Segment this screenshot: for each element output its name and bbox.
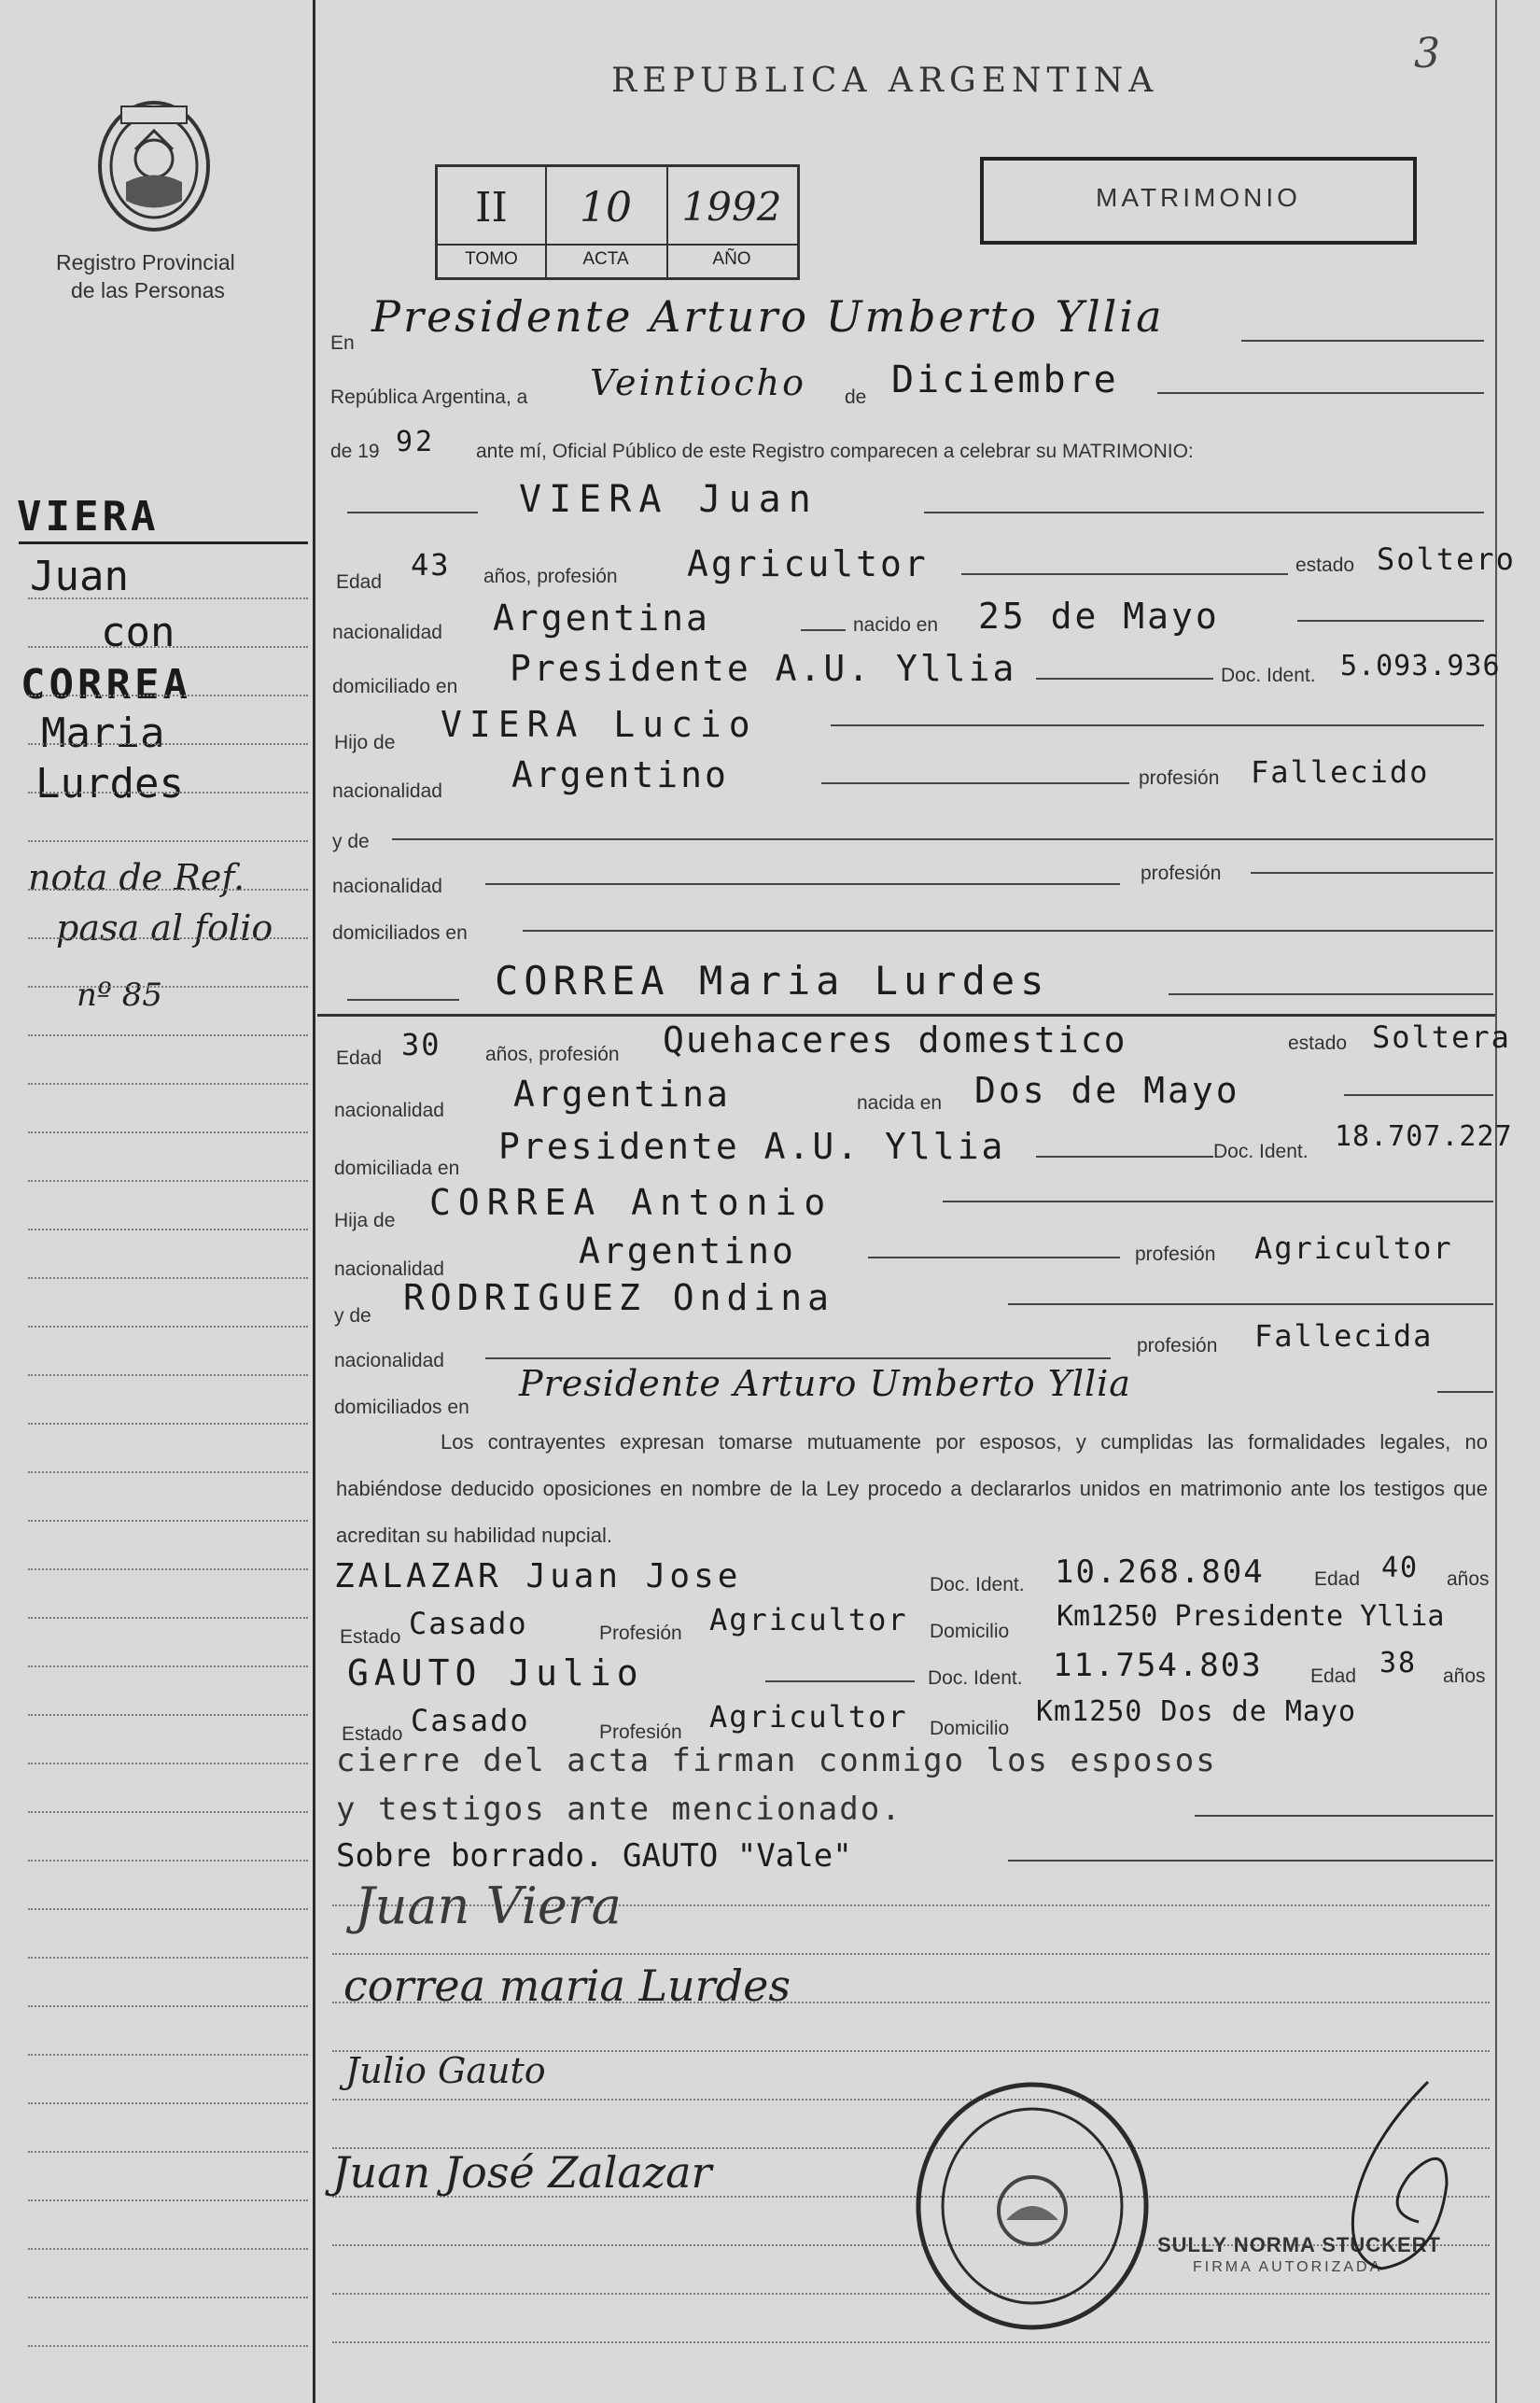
- margin-rule-line: [28, 1277, 308, 1279]
- label-hija-de: Hija de: [334, 1210, 396, 1231]
- bride-mother-prof: Fallecida: [1254, 1318, 1434, 1354]
- label-doc-ident-b: Doc. Ident.: [1213, 1141, 1309, 1162]
- bride-age: 30: [401, 1027, 441, 1062]
- margin-rule-line: [28, 1326, 308, 1328]
- label-edad-b: Edad: [336, 1047, 383, 1069]
- witness1-profession: Agricultor: [709, 1602, 908, 1637]
- acta-value: 10: [580, 184, 632, 232]
- label-domiciliada: domiciliada en: [334, 1158, 460, 1179]
- official-stamp-icon: [913, 2080, 1152, 2332]
- margin-surname1: VIERA: [17, 493, 160, 541]
- margin-rule-line: [28, 1374, 308, 1376]
- margin-rule-line: [28, 840, 308, 842]
- margin-rule-line: [28, 1860, 308, 1862]
- groom-address: Presidente A.U. Yllia: [510, 648, 1017, 689]
- label-estado-w2: Estado: [342, 1723, 403, 1745]
- margin-name2a: Maria: [41, 710, 165, 757]
- left-margin-rule: [313, 0, 315, 2403]
- signature-witness1: Juan José Zalazar: [332, 2147, 712, 2198]
- margin-rule-line: [28, 1423, 308, 1425]
- place-value: Presidente Arturo Umberto Yllia: [371, 291, 1165, 342]
- label-y-de-g: y de: [332, 831, 370, 852]
- page-number: 3: [1414, 30, 1440, 77]
- registry-line2: de las Personas: [71, 278, 225, 302]
- label-anos-profesion: años, profesión: [483, 566, 618, 587]
- witness2-name: GAUTO Julio: [347, 1652, 644, 1693]
- margin-rule-line: [28, 1083, 308, 1085]
- bride-address: Presidente A.U. Yllia: [498, 1126, 1006, 1167]
- groom-name: VIERA Juan: [519, 478, 819, 521]
- margin-rule-line: [28, 986, 308, 988]
- signature-bride: correa maria Lurdes: [343, 1960, 791, 2011]
- margin-rule-line: [28, 2297, 308, 2298]
- margin-rule-line: [28, 743, 308, 745]
- label-ante: ante mí, Oficial Público de este Registro comparecen a celebrar su MATRIMONIO:: [476, 441, 1194, 462]
- margin-con: con: [101, 609, 175, 656]
- label-domicilio-w1: Domicilio: [930, 1621, 1010, 1642]
- label-edad: Edad: [336, 571, 383, 593]
- signature-witness2: Julio Gauto: [345, 2050, 546, 2091]
- groom-profession: Agricultor: [687, 543, 929, 584]
- doc-type-box: [980, 157, 1417, 245]
- margin-rule-line: [28, 1568, 308, 1570]
- label-en: En: [330, 332, 355, 354]
- margin-rule-line: [28, 1471, 308, 1473]
- label-nacida-en: nacida en: [857, 1092, 943, 1114]
- day-value: Veintiocho: [590, 362, 807, 403]
- bride-parents-address: Presidente Arturo Umberto Yllia: [519, 1363, 1131, 1404]
- margin-rule-line: [28, 2199, 308, 2201]
- province-seal-icon: [93, 93, 215, 233]
- label-nacionalidad-bm: nacionalidad: [334, 1350, 444, 1371]
- groom-age: 43: [411, 547, 451, 583]
- groom-doc: 5.093.936: [1340, 650, 1501, 682]
- official-signature-icon: [1307, 2073, 1465, 2287]
- official-title: FIRMA AUTORIZADA: [1193, 2259, 1383, 2275]
- label-profesion-bm: profesión: [1137, 1335, 1218, 1356]
- label-de19: de 19: [330, 441, 380, 462]
- witness2-profession: Agricultor: [709, 1699, 908, 1735]
- witness2-age: 38: [1379, 1647, 1418, 1679]
- label-nacido-en: nacido en: [853, 614, 939, 636]
- groom-father-prof: Fallecido: [1251, 754, 1430, 790]
- margin-rule-line: [28, 937, 308, 939]
- witness1-doc: 10.268.804: [1055, 1553, 1265, 1591]
- signature-groom: Juan Viera: [355, 1876, 622, 1935]
- closing-line2: y testigos ante mencionado.: [336, 1791, 903, 1828]
- bride-born: Dos de Mayo: [974, 1070, 1240, 1111]
- doc-type-label: MATRIMONIO: [1096, 183, 1301, 212]
- bride-father: CORREA Antonio: [429, 1182, 833, 1223]
- margin-rule-line: [28, 2248, 308, 2250]
- witness1-status: Casado: [409, 1606, 528, 1641]
- closing-line3: Sobre borrado. GAUTO "Vale": [336, 1837, 852, 1875]
- margin-rule-line: [28, 1617, 308, 1619]
- margin-name2b: Lurdes: [35, 760, 184, 808]
- label-domiciliados-b: domiciliados en: [334, 1397, 469, 1418]
- margin-note1: nota de Ref.: [28, 857, 245, 898]
- margin-surname2: CORREA: [21, 661, 191, 709]
- label-nacionalidad-bf: nacionalidad: [334, 1258, 444, 1280]
- label-anos-w1: años: [1447, 1568, 1490, 1590]
- margin-name1: Juan: [30, 553, 129, 600]
- margin-title-rule: [19, 541, 308, 544]
- label-domiciliado: domiciliado en: [332, 676, 458, 697]
- label-edad-w1: Edad: [1314, 1568, 1361, 1590]
- margin-rule-line: [28, 1229, 308, 1230]
- declaration-text: Los contrayentes expresan tomarse mutuamente por esposos, y cumplidas las formalidades legales, no habiéndose deducido oposiciones en nombre de la Ley procedo a declararlos unidos en matrimonio ante los testigos que acreditan su habilidad nupcial.: [336, 1430, 1488, 1547]
- label-doc-ident-w1: Doc. Ident.: [930, 1574, 1025, 1595]
- label-profesion-gf: profesión: [1139, 767, 1220, 789]
- bride-mother: RODRIGUEZ Ondina: [403, 1277, 835, 1318]
- record-box: [435, 164, 800, 280]
- label-anos-profesion-b: años, profesión: [485, 1044, 620, 1065]
- groom-father: VIERA Lucio: [441, 704, 758, 745]
- body-rule-line: [332, 2293, 1490, 2295]
- groom-nationality: Argentina: [493, 597, 710, 639]
- label-nacionalidad-gm: nacionalidad: [332, 876, 442, 897]
- margin-rule-line: [28, 792, 308, 794]
- label-republica: República Argentina, a: [330, 386, 528, 408]
- margin-rule-line: [28, 889, 308, 891]
- ano-value: 1992: [681, 184, 782, 230]
- label-profesion-w1: Profesión: [599, 1623, 682, 1644]
- margin-rule-line: [28, 1520, 308, 1522]
- margin-rule-line: [28, 646, 308, 648]
- witness1-age: 40: [1381, 1552, 1420, 1584]
- body-rule-line: [332, 2341, 1490, 2343]
- tomo-label: TOMO: [465, 249, 518, 269]
- label-estado-b: estado: [1288, 1033, 1348, 1054]
- groom-born: 25 de Mayo: [978, 596, 1220, 637]
- label-domiciliados-g: domiciliados en: [332, 922, 468, 944]
- margin-note3: nº 85: [77, 977, 162, 1014]
- margin-rule-line: [28, 1763, 308, 1764]
- label-nacionalidad-gf: nacionalidad: [332, 780, 442, 802]
- closing-line1: cierre del acta firman conmigo los esposos: [336, 1742, 1217, 1779]
- label-hijo-de: Hijo de: [334, 732, 396, 753]
- ano-label: AÑO: [712, 249, 751, 269]
- label-nacionalidad-g: nacionalidad: [332, 622, 442, 643]
- witness1-name: ZALAZAR Juan Jose: [334, 1557, 742, 1595]
- label-doc-ident: Doc. Ident.: [1221, 665, 1316, 686]
- margin-rule-line: [28, 1811, 308, 1813]
- body-rule-line: [332, 1953, 1490, 1955]
- label-domicilio-w2: Domicilio: [930, 1718, 1010, 1739]
- bride-profession: Quehaceres domestico: [663, 1019, 1127, 1061]
- bride-father-prof: Agricultor: [1254, 1230, 1453, 1266]
- official-name: SULLY NORMA STUCKERT: [1157, 2233, 1441, 2256]
- label-anos-w2: años: [1443, 1665, 1486, 1687]
- label-estado: estado: [1295, 555, 1355, 576]
- bride-nationality: Argentina: [513, 1074, 731, 1115]
- margin-rule-line: [28, 2345, 308, 2347]
- witness1-address: Km1250 Presidente Yllia: [1057, 1600, 1445, 1633]
- tomo-value: II: [475, 184, 508, 232]
- bride-doc: 18.707.227: [1335, 1120, 1513, 1153]
- label-edad-w2: Edad: [1310, 1665, 1357, 1687]
- label-y-de-b: y de: [334, 1305, 371, 1327]
- margin-rule-line: [28, 597, 308, 599]
- month-value: Diciembre: [891, 358, 1119, 401]
- label-doc-ident-w2: Doc. Ident.: [928, 1667, 1023, 1689]
- margin-rule-line: [28, 1957, 308, 1959]
- margin-rule-line: [28, 1908, 308, 1910]
- margin-note2: pasa al folio: [56, 907, 273, 949]
- registry-line1: Registro Provincial: [56, 250, 235, 274]
- label-profesion-bf: profesión: [1135, 1244, 1216, 1265]
- groom-status: Soltero: [1377, 541, 1516, 577]
- witness2-status: Casado: [411, 1703, 530, 1738]
- witness2-address: Km1250 Dos de Mayo: [1036, 1695, 1357, 1728]
- acta-label: ACTA: [582, 249, 629, 269]
- margin-rule-line: [28, 695, 308, 696]
- margin-rule-line: [28, 1131, 308, 1133]
- margin-rule-line: [28, 2102, 308, 2104]
- label-profesion-gm: profesión: [1141, 863, 1222, 884]
- label-profesion-w2: Profesión: [599, 1721, 682, 1743]
- margin-rule-line: [28, 2151, 308, 2153]
- label-de: de: [845, 386, 867, 408]
- bride-name: CORREA Maria Lurdes: [495, 958, 1050, 1004]
- margin-rule-line: [28, 1034, 308, 1036]
- label-estado-w1: Estado: [340, 1626, 401, 1648]
- country-title: REPUBLICA ARGENTINA: [611, 62, 1159, 100]
- margin-rule-line: [28, 1714, 308, 1716]
- bride-status: Soltera: [1372, 1019, 1511, 1055]
- margin-rule-line: [28, 1180, 308, 1182]
- groom-father-nat: Argentino: [511, 754, 729, 795]
- margin-rule-line: [28, 2054, 308, 2056]
- year-suffix: 92: [396, 426, 436, 458]
- label-nacionalidad-b: nacionalidad: [334, 1100, 444, 1121]
- bride-father-nat: Argentino: [579, 1230, 796, 1272]
- witness2-doc: 11.754.803: [1053, 1647, 1263, 1684]
- right-margin-rule: [1495, 0, 1497, 2403]
- margin-rule-line: [28, 1665, 308, 1667]
- margin-rule-line: [28, 2005, 308, 2007]
